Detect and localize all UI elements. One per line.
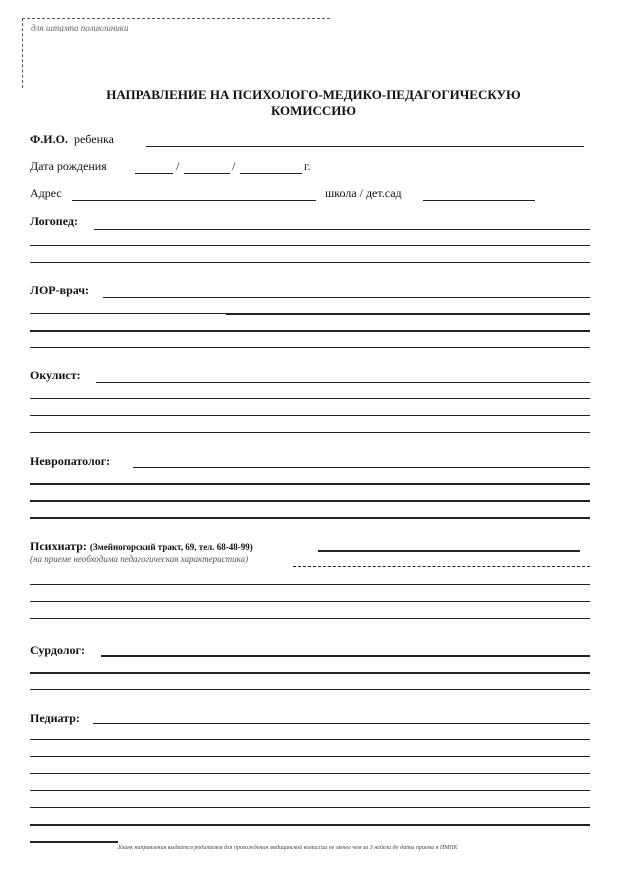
neuro-label: Невропатолог:	[30, 454, 111, 468]
psych-line[interactable]	[30, 618, 590, 619]
psych-address: (Змейногорский тракт, 69, тел. 68-48-99)	[89, 542, 253, 552]
birth-label: Дата рождения	[30, 159, 107, 173]
school-label: школа / дет.сад	[325, 186, 402, 200]
pediatr-line[interactable]	[30, 756, 590, 757]
oculist-line[interactable]	[30, 415, 590, 416]
psych-line[interactable]	[30, 601, 590, 602]
address-line[interactable]	[72, 200, 316, 201]
psych-note: (на приеме необходима педагогическая характеристика)	[30, 554, 249, 564]
address-label: Адрес	[30, 186, 62, 200]
birth-year-suffix: г.	[304, 159, 311, 173]
psych-line[interactable]	[293, 566, 590, 567]
birth-month-line[interactable]	[184, 173, 230, 174]
title-line-1: НАПРАВЛЕНИЕ НА ПСИХОЛОГО-МЕДИКО-ПЕДАГОГИЧЕСКУЮ	[106, 87, 521, 102]
surdo-line[interactable]	[101, 655, 590, 657]
neuro-line[interactable]	[30, 483, 590, 485]
stamp-label: для штампа поликлиники	[31, 23, 129, 33]
surdo-line[interactable]	[30, 689, 590, 690]
document-title	[0, 87, 627, 119]
surdo-line[interactable]	[30, 672, 590, 674]
pediatr-line[interactable]	[30, 773, 590, 774]
lor-line[interactable]	[30, 347, 590, 348]
fio-line[interactable]	[146, 146, 584, 147]
pediatr-line[interactable]	[30, 790, 590, 791]
oculist-label: Окулист:	[30, 368, 81, 382]
pediatr-line[interactable]	[93, 723, 590, 724]
logoped-line[interactable]	[94, 229, 590, 230]
neuro-line[interactable]	[133, 467, 590, 468]
lor-line[interactable]	[103, 297, 590, 298]
birth-sep-1: /	[176, 159, 180, 173]
fio-label: Ф.И.О. ребенка	[30, 132, 114, 146]
lor-line[interactable]	[30, 330, 590, 332]
birth-sep-2: /	[232, 159, 236, 173]
pediatr-label: Педиатр:	[30, 711, 80, 725]
psych-label: Психиатр: (Змейногорский тракт, 69, тел. 68-48-99)	[30, 539, 253, 553]
logoped-line[interactable]	[30, 262, 590, 263]
title-line-2: КОМИССИЮ	[270, 103, 357, 118]
birth-day-line[interactable]	[135, 173, 173, 174]
lor-label: ЛОР-врач:	[30, 283, 90, 297]
oculist-line[interactable]	[30, 432, 590, 433]
neuro-line[interactable]	[30, 517, 590, 519]
pediatr-line[interactable]	[30, 824, 590, 826]
psych-line[interactable]	[318, 550, 580, 552]
pediatr-line[interactable]	[30, 739, 590, 740]
logoped-line[interactable]	[30, 245, 590, 246]
psych-line[interactable]	[30, 584, 590, 585]
lor-line[interactable]	[30, 313, 226, 314]
stamp-area	[22, 18, 330, 88]
school-line[interactable]	[423, 200, 535, 201]
birth-year-line[interactable]	[240, 173, 302, 174]
oculist-line[interactable]	[96, 382, 590, 383]
neuro-line[interactable]	[30, 500, 590, 502]
oculist-line[interactable]	[30, 398, 590, 399]
pediatr-line[interactable]	[30, 841, 118, 843]
surdo-label: Сурдолог:	[30, 643, 85, 657]
lor-line[interactable]	[226, 313, 590, 315]
footer-note: Бланк направления выдается родителям для прохождения медицинской комиссии не менее чем за 3 недели до даты приема в ПМПК	[118, 845, 458, 851]
fio-suffix: ребенка	[73, 132, 114, 146]
logoped-label: Логопед:	[30, 214, 78, 228]
pediatr-line[interactable]	[30, 807, 590, 808]
